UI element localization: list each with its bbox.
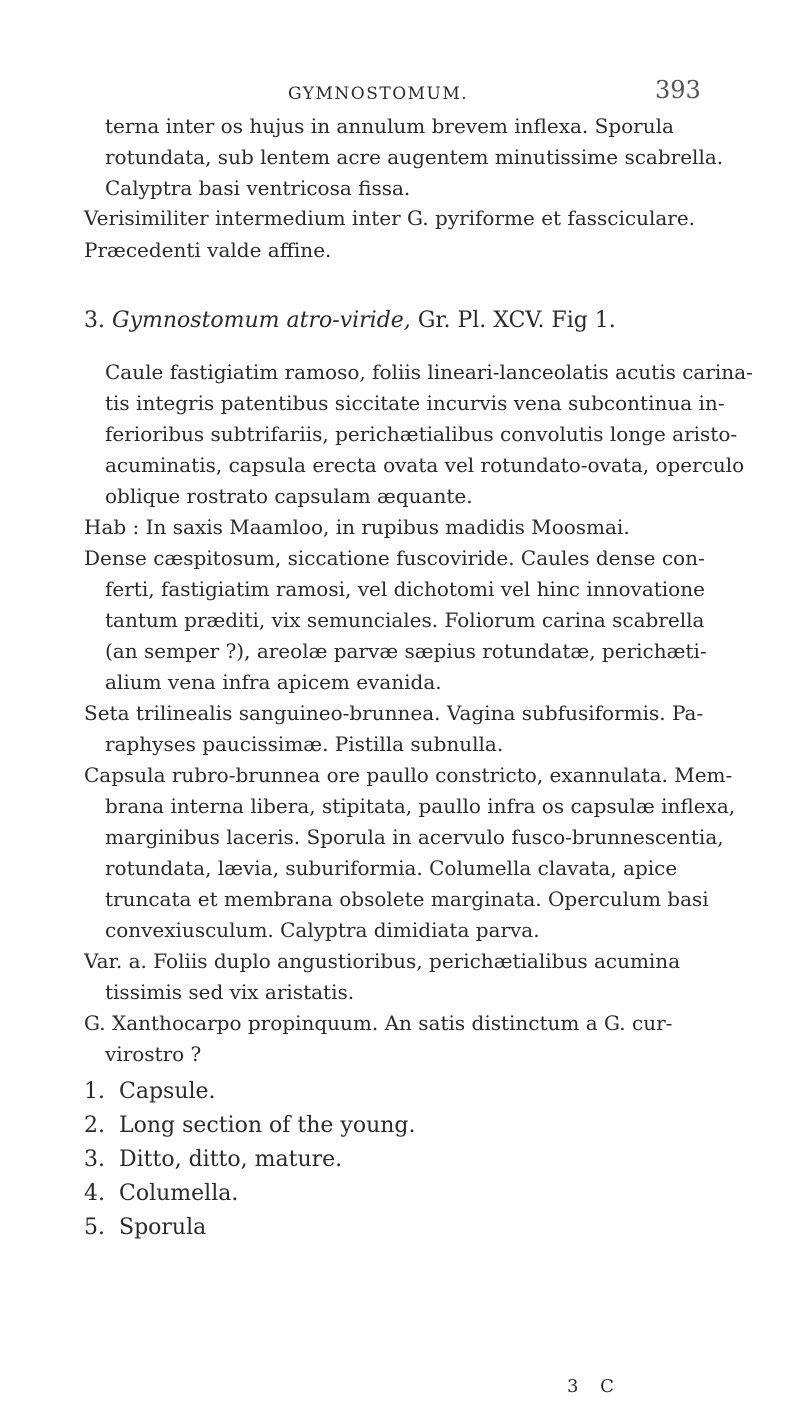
figure-item: 4. Columella. [84,1181,239,1206]
text-line: Dense cæspitosum, siccatione fuscoviride. Caules dense con- [84,546,705,570]
habitat-line: Hab : In saxis Maamloo, in rupibus madidis Moosmai. [84,515,630,539]
text-line: tissimis sed vix aristatis. [105,980,355,1004]
text-line: oblique rostrato capsulam æquante. [105,484,473,508]
text-line: virostro ? [105,1042,202,1066]
species-name: Gymnostomum atro-viride, [112,308,411,333]
figure-item: 3. Ditto, ditto, mature. [84,1147,343,1172]
signature-mark: 3 C [567,1376,622,1397]
variety-line: Var. a. Foliis duplo angustioribus, perichætialibus acumina [84,949,681,973]
text-line: acuminatis, capsula erecta ovata vel rotundato-ovata, operculo [105,453,745,477]
text-line: tis integris patentibus siccitate incurvis vena subcontinua in- [105,391,725,415]
text-line: marginibus laceris. Sporula in acervulo fusco-brunnescentia, [105,825,724,849]
species-number: 3. [84,308,105,333]
figure-item: 5. Sporula [84,1215,207,1240]
text-line: Calyptra basi ventricosa fissa. [105,176,411,200]
text-line: rotundata, lævia, suburiformia. Columella clavata, apice [105,856,678,880]
running-head: GYMNOSTOMUM. [288,84,469,104]
text-line: raphyses paucissimæ. Pistilla subnulla. [105,732,504,756]
text-line: G. Xanthocarpo propinquum. An satis distinctum a G. cur- [84,1011,673,1035]
text-line: brana interna libera, stipitata, paullo infra os capsulæ inflexa, [105,794,736,818]
text-line: terna inter os hujus in annulum brevem inflexa. Sporula [105,114,674,138]
text-line: ferti, fastigiatim ramosi, vel dichotomi vel hinc innovatione [105,577,705,601]
figure-item: 2. Long section of the young. [84,1113,416,1138]
species-reference: Gr. Pl. XCV. Fig 1. [417,308,616,333]
figure-item: 1. Capsule. [84,1079,216,1104]
text-line: truncata et membrana obsolete marginata. Operculum basi [105,887,709,911]
text-line: alium vena infra apicem evanida. [105,670,442,694]
text-line: (an semper ?), areolæ parvæ sæpius rotundatæ, perichæti- [105,639,707,663]
text-line: Capsula rubro-brunnea ore paullo constricto, exannulata. Mem- [84,763,733,787]
text-line: rotundata, sub lentem acre augentem minutissime scabrella. [105,145,724,169]
text-line: Seta trilinealis sanguineo-brunnea. Vagina subfusiformis. Pa- [84,701,704,725]
species-heading [84,310,616,332]
text-line: Verisimiliter intermedium inter G. pyriforme et fassciculare. [84,206,696,230]
text-line: convexiusculum. Calyptra dimidiata parva. [105,918,540,942]
text-line: ferioribus subtrifariis, perichætialibus convolutis longe aristo- [105,422,738,446]
text-line: Præcedenti valde affine. [84,238,332,262]
page-number: 393 [655,76,701,104]
text-line: Caule fastigiatim ramoso, foliis lineari-lanceolatis acutis carina- [105,360,753,384]
text-line: tantum præditi, vix semunciales. Foliorum carina scabrella [105,608,705,632]
